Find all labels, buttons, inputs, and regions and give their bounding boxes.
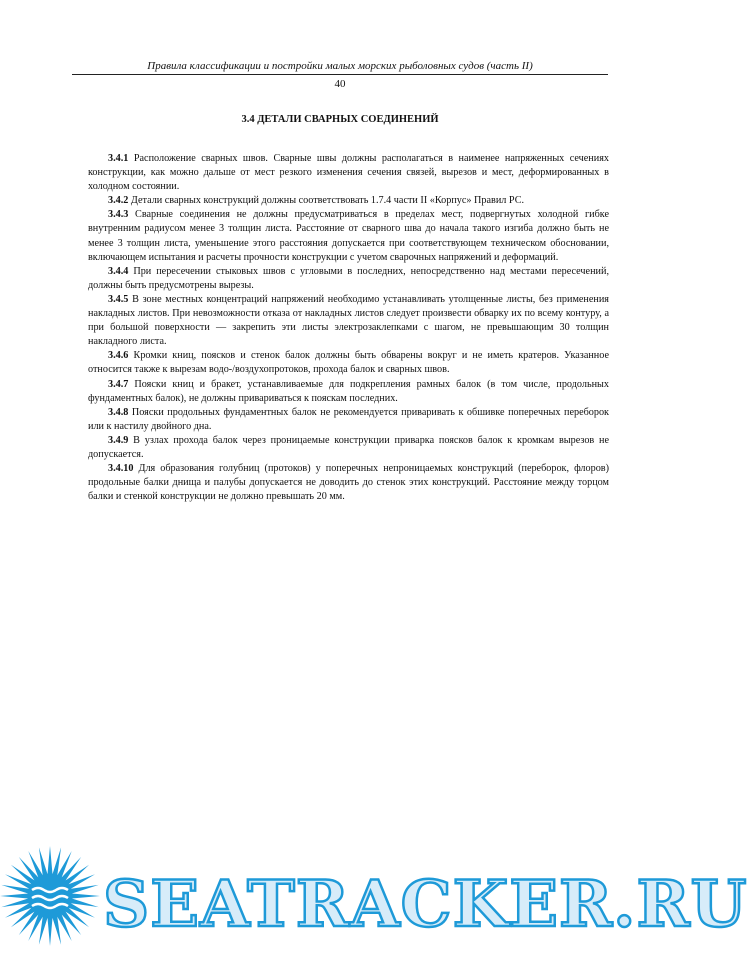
paragraph-3-4-10 (88, 462, 609, 504)
clause-number: 3.4.9 (108, 434, 129, 446)
clause-text: Пояски книц и бракет, устанавливаемые для подкрепления рамных балок (в том числе, продольных фундаментных балок), не должны привариваться к пояскам последних. (88, 378, 609, 404)
clause-text: Пояски продольных фундаментных балок не рекомендуется приваривать к обшивке поперечных переборок или к настилу двойного дна. (88, 406, 609, 432)
paragraph-3-4-4 (88, 265, 609, 293)
clause-text: Кромки книц, поясков и стенок балок должны быть обварены вокруг и не иметь кратеров. Указанное относится также к вырезам водо-/воздухопротоков, прохода балок и сварных швов. (88, 350, 609, 376)
clause-number: 3.4.4 (108, 265, 129, 277)
clause-text: Сварные соединения не должны предусматриваться в пределах мест, подвергнутых холодной гибке внутренним радиусом менее 3 толщин листа. Расстояние от сварного шва до начала такого изгиба должно быть не менее 3 толщин листа, уменьшение этого расстояния допускается при соответствующем техническом обосновании, включающем испытания и расчеты прочности конструкции с учетом сварочных напряжений и деформаций. (88, 209, 609, 263)
page-number: 40 (334, 78, 346, 90)
clause-text: В узлах прохода балок через проницаемые конструкции приварка поясков балок к кромкам вырезов не допускается. (88, 434, 609, 460)
clause-text: Расположение сварных швов. Сварные швы должны располагаться в наименее напряженных сечениях конструкции, как можно дальше от мест резкого изменения сечения связей, вырезов и мест, деформированных в холодном состоянии. (88, 153, 609, 193)
section-title: 3.4 ДЕТАЛИ СВАРНЫХ СОЕДИНЕНИЙ (241, 114, 439, 125)
paragraph-3-4-9 (88, 434, 609, 462)
clause-number: 3.4.8 (108, 406, 129, 418)
clause-text: В зоне местных концентраций напряжений необходимо устанавливать утолщенные листы, без применения накладных листов. При невозможности отказа от накладных листов следует произвести обварку их по всему контуру, а при большой поверхности — закрепить эти листы электрозаклепками с шагом, не превышающим 30 толщин накладного листа. (88, 293, 609, 348)
clause-number: 3.4.6 (108, 350, 129, 362)
sun-icon (0, 846, 100, 946)
watermark-text: SEATRACKER.RU (103, 867, 747, 942)
running-header: Правила классификации и постройки малых морских рыболовных судов (часть II) (147, 60, 533, 72)
clause-text: Детали сварных конструкций должны соответствовать 1.7.4 части II «Корпус» Правил РС. (128, 195, 525, 207)
clause-number: 3.4.10 (108, 463, 134, 475)
clause-number: 3.4.3 (108, 209, 129, 221)
header-rule (72, 74, 608, 75)
clause-number: 3.4.7 (108, 378, 129, 390)
paragraph-3-4-6 (88, 349, 609, 377)
clause-text: Для образования голубниц (протоков) у поперечных непроницаемых конструкций (переборок, флоров) продольные балки днища и палубы допускается не доводить до стенок этих конструкций. Расстояние между торцом балки и стенкой конструкции не должно превышать 20 мм. (88, 463, 609, 503)
paragraph-3-4-1 (88, 152, 609, 194)
paragraph-3-4-8 (88, 406, 609, 434)
clause-number: 3.4.2 (108, 195, 129, 207)
clause-number: 3.4.1 (108, 153, 129, 164)
clause-text: При пересечении стыковых швов с угловыми в последних, непосредственно над местами пересечений, должны быть предусмотрены вырезы. (88, 265, 609, 291)
clause-number: 3.4.5 (108, 293, 129, 305)
section-body (88, 152, 609, 504)
paragraph-3-4-5 (88, 293, 609, 349)
paragraph-3-4-3 (88, 208, 609, 264)
paragraph-3-4-7 (88, 378, 609, 406)
paragraph-3-4-2 (88, 194, 609, 208)
